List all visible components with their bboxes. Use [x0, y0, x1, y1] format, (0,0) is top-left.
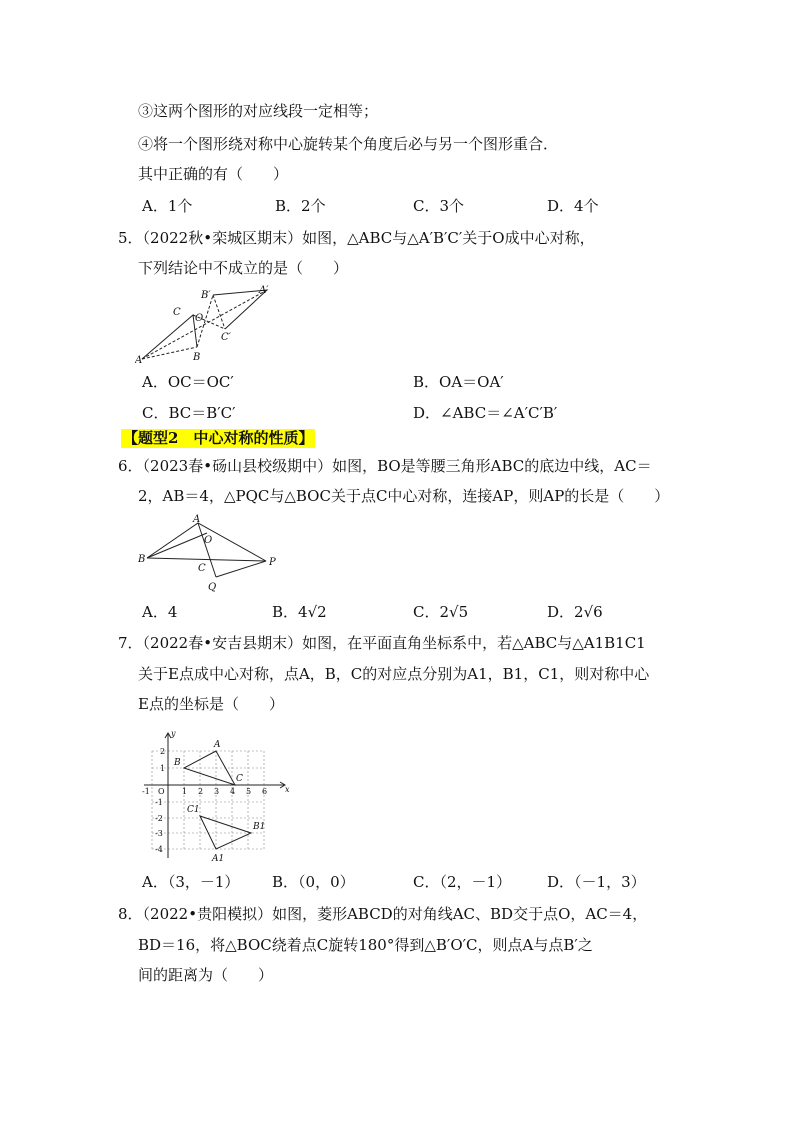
q7-label-c: C — [236, 774, 243, 784]
q7-label-b: B — [174, 758, 181, 768]
q7-xtick-6: 6 — [262, 787, 268, 796]
intro-option-d[interactable]: D．4个 — [547, 197, 599, 215]
q5-line1 — [118, 228, 595, 248]
q5-side-b1c1 — [213, 295, 225, 329]
intro-option-a[interactable]: A．1个 — [142, 197, 193, 215]
q6-option-b[interactable]: B．4√2 — [272, 603, 327, 621]
q5-label-a1: A′ — [259, 285, 269, 296]
q5-number: 5． — [118, 229, 143, 247]
q7-label-a: A — [214, 740, 221, 750]
intro-option-b[interactable]: B．2个 — [275, 197, 326, 215]
q6-text1: （2023春•砀山县校级期中）如图，BO是等腰三角形ABC的底边中线，AC＝ — [142, 457, 652, 475]
q8-line2: BD＝16，将△BOC绕着点C旋转180°得到△B′O′C，则点A与点B′之 — [138, 936, 593, 954]
q6-number: 6． — [118, 457, 143, 475]
q5-label-c1: C′ — [221, 332, 231, 343]
q7-figure — [140, 728, 295, 863]
q7-ytick-1: 1 — [160, 764, 166, 773]
q7-text1: （2022春•安吉县期末）如图，在平面直角坐标系中，若△ABC与△A1B1C1 — [142, 634, 646, 652]
intro-question: 其中正确的有（ ） — [138, 165, 289, 183]
q8-line1 — [118, 904, 647, 924]
q6-figure — [135, 511, 285, 593]
q7-number: 7． — [118, 634, 143, 652]
q5-text1: （2022秋•栾城区期末）如图，△ABC与△A′B′C′关于O成中心对称， — [142, 229, 595, 247]
q7-xtick-1: 1 — [182, 787, 188, 796]
q6-label-o: O — [204, 535, 213, 546]
q6-option-c[interactable]: C．2√5 — [413, 603, 469, 621]
q6-label-p: P — [269, 557, 276, 568]
statement-3: ③这两个图形的对应线段一定相等； — [138, 102, 379, 120]
intro-option-c[interactable]: C．3个 — [413, 197, 465, 215]
q8-text1: （2022•贵阳模拟）如图，菱形ABCD的对角线AC、BD交于点O，AC＝4， — [142, 905, 648, 923]
q7-triangle-a1b1c1 — [200, 816, 251, 849]
q5-option-b[interactable]: B．OA＝OA′ — [413, 373, 504, 391]
q5-label-c: C — [173, 307, 181, 318]
q6-option-d[interactable]: D．2√6 — [547, 603, 603, 621]
q5-label-o: O — [195, 313, 204, 324]
q7-x-label: x — [285, 785, 290, 794]
q7-option-c[interactable]: C．（2，－1） — [413, 873, 512, 891]
q6-line2: 2，AB＝4，△PQC与△BOC关于点C中心对称，连接AP，则AP的长是（ ） — [138, 487, 670, 505]
q5-label-b: B — [193, 352, 201, 363]
q7-label-b1: B1 — [253, 822, 266, 832]
q7-label-a1: A1 — [212, 854, 225, 863]
statement-4: ④将一个图形绕对称中心旋转某个角度后必与另一个图形重合． — [138, 135, 559, 153]
q7-ytick-neg3: -3 — [155, 829, 163, 838]
q7-line1 — [118, 633, 646, 653]
q5-figure — [135, 284, 280, 366]
q6-line1 — [118, 456, 652, 476]
q7-option-d[interactable]: D．（－1，3） — [547, 873, 646, 891]
q6-segment-bo — [147, 533, 207, 558]
q5-label-b1: B′ — [201, 290, 211, 301]
q6-label-a: A — [193, 514, 201, 525]
q7-option-a[interactable]: A．（3，－1） — [142, 873, 240, 891]
q5-option-d[interactable]: D．∠ABC＝∠A′C′B′ — [413, 404, 558, 422]
q6-segment-qp — [216, 561, 266, 577]
q5-triangle-abc — [142, 315, 197, 359]
q6-label-c: C — [198, 563, 206, 574]
q7-xtick-3: 3 — [214, 787, 220, 796]
q6-option-a[interactable]: A．4 — [142, 603, 178, 621]
section-heading: 【题型2 中心对称的性质】 — [123, 429, 314, 447]
q7-line3: E点的坐标是（ ） — [138, 695, 284, 713]
q7-ytick-neg4: -4 — [155, 845, 163, 854]
q8-line3: 间的距离为（ ） — [138, 966, 274, 984]
q7-ytick-2: 2 — [160, 747, 166, 756]
q7-ytick-neg2: -2 — [155, 814, 163, 823]
q6-label-b: B — [138, 554, 146, 565]
q5-option-c[interactable]: C．BC＝B′C′ — [142, 404, 236, 422]
q5-side-ab — [142, 347, 197, 359]
q7-origin: O — [158, 787, 165, 796]
q6-label-q: Q — [208, 582, 217, 593]
q5-line2: 下列结论中不成立的是（ ） — [138, 259, 349, 277]
q7-xtick-4: 4 — [230, 787, 236, 796]
q7-xtick-neg1: -1 — [142, 787, 150, 796]
q7-xtick-5: 5 — [246, 787, 252, 796]
q7-option-b[interactable]: B．（0，0） — [272, 873, 355, 891]
q7-y-label: y — [171, 729, 176, 738]
q7-ytick-neg1: -1 — [155, 798, 163, 807]
q7-xtick-2: 2 — [198, 787, 204, 796]
q5-label-a: A — [135, 355, 143, 366]
q7-line2: 关于E点成中心对称，点A，B，C的对应点分别为A1，B1，C1，则对称中心 — [138, 665, 650, 683]
q8-number: 8． — [118, 905, 143, 923]
q5-option-a[interactable]: A．OC＝OC′ — [142, 373, 234, 391]
q7-label-c1: C1 — [187, 805, 200, 815]
